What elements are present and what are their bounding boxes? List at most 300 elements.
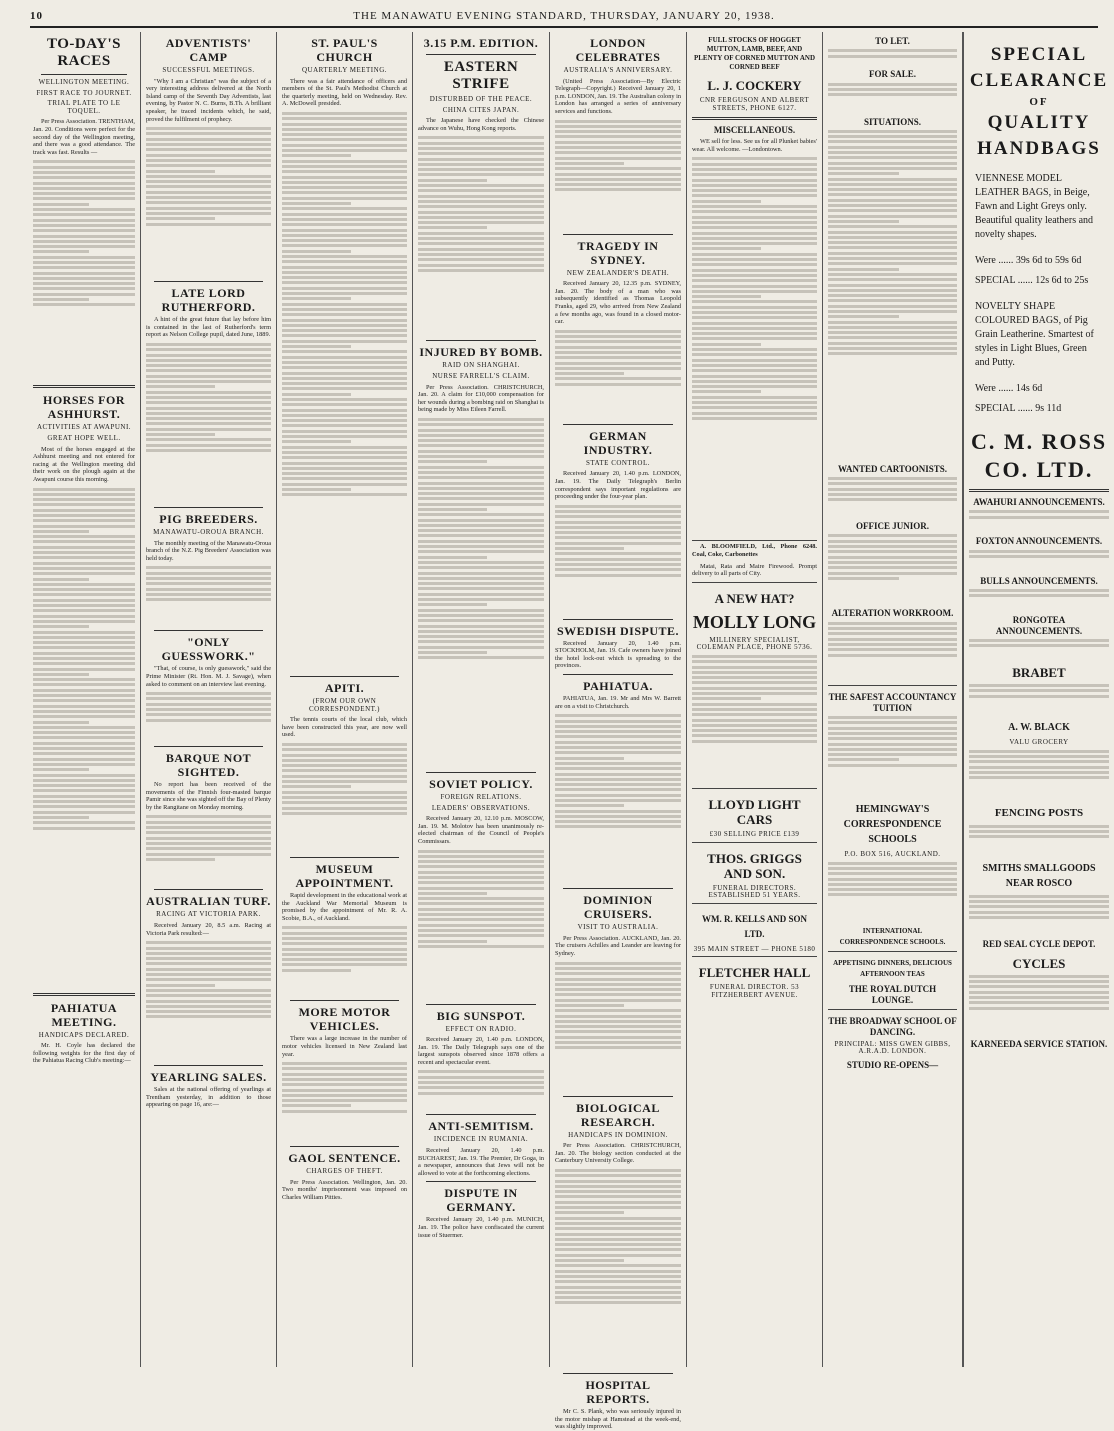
text-line [146, 359, 271, 362]
text-line [969, 760, 1109, 763]
text-line [969, 1001, 1109, 1004]
text-line [33, 572, 135, 575]
text-line [555, 1275, 681, 1278]
text-line [146, 952, 271, 955]
divider [563, 1373, 673, 1374]
text-line [418, 136, 544, 139]
text-line [33, 235, 135, 238]
paul-headline: ST. PAUL'S CHURCH [311, 36, 378, 64]
text-line [418, 232, 544, 235]
text-line [692, 290, 817, 293]
text-line [555, 135, 681, 138]
text-line [828, 162, 957, 165]
column-7 [823, 32, 963, 1367]
text-line [282, 281, 407, 284]
text-line [555, 1270, 681, 1273]
text-line [282, 387, 407, 390]
text-line [418, 887, 544, 890]
text-line [555, 552, 681, 555]
text-line [33, 789, 135, 792]
text-line [555, 1180, 681, 1183]
horses-body: Most of the horses engaged at the Ashhurst meeting and not entered for racing at the Wellington meeting did their work on the plough again at the Awapuni course this morning. [33, 445, 135, 483]
text-line [418, 158, 544, 161]
text-line [555, 1185, 681, 1188]
text-line [969, 695, 1109, 698]
text-line [282, 229, 407, 232]
text-line [33, 641, 135, 644]
eastern-body: The Japanese have checked the Chinese advance on Wuhu, Hong Kong reports. [418, 117, 544, 132]
text-line [828, 878, 957, 881]
text-line [33, 213, 135, 216]
ics-heading: INTERNATIONAL CORRESPONDENCE SCHOOLS. [839, 926, 946, 946]
text-line [692, 253, 817, 256]
text-line [555, 799, 681, 802]
price-value: 9s 11d [1035, 403, 1062, 414]
text-line [828, 299, 957, 302]
text-line [282, 324, 407, 327]
hemingway-sub: P.O. BOX 516, AUCKLAND. [844, 850, 941, 859]
brabet-text [969, 684, 1109, 714]
text-line [33, 652, 135, 655]
text-line [692, 200, 761, 203]
text-line [282, 356, 407, 359]
divider [563, 674, 673, 675]
text-line [555, 157, 681, 160]
text-line [555, 521, 681, 524]
text-line [418, 221, 544, 224]
text-line [418, 519, 544, 522]
text-line [33, 593, 135, 596]
text-line [555, 167, 681, 170]
divider [426, 1004, 536, 1005]
text-line [692, 697, 761, 700]
text-line [418, 264, 544, 267]
text-line [282, 932, 407, 935]
divider [426, 1181, 536, 1182]
pahiatua-headline: PAHIATUA. [583, 679, 653, 694]
fletcher-sub: FUNERAL DIRECTOR. 53 FITZHERBERT AVENUE. [709, 983, 800, 999]
text-line [555, 1201, 681, 1204]
text-line [33, 525, 135, 528]
dispute-headline: DISPUTE IN GERMANY. [444, 1186, 518, 1215]
text-line [282, 255, 407, 258]
fencing-heading: FENCING POSTS [994, 806, 1084, 819]
text-line [418, 656, 544, 659]
text-line [146, 697, 271, 700]
text-line [828, 347, 957, 350]
bio-headline: BIOLOGICAL RESEARCH. [576, 1100, 660, 1129]
text-line [828, 284, 957, 287]
text-line [146, 994, 271, 997]
text-line [969, 684, 1109, 687]
text-line [33, 646, 135, 649]
text-line [418, 492, 544, 495]
price-label: Were [975, 383, 996, 394]
text-line [692, 369, 817, 372]
cycles-heading: CYCLES [1012, 955, 1066, 971]
situations-text [828, 130, 957, 460]
text-line [692, 417, 817, 420]
text-line [555, 1291, 681, 1294]
text-line [969, 895, 1109, 898]
text-line [828, 352, 957, 355]
text-line [969, 750, 1109, 753]
text-line [146, 375, 271, 378]
text-line [418, 524, 544, 527]
text-line [282, 340, 407, 343]
text-line [418, 471, 544, 474]
guesswork-text [146, 692, 271, 742]
apiti-subhead: (FROM OUR OWN CORRESPONDENT.) [309, 696, 380, 713]
sunspot-headline: BIG SUNSPOT. [436, 1008, 526, 1023]
text-line [282, 361, 407, 364]
text-line [146, 847, 271, 850]
hospital-headline: HOSPITAL REPORTS. [585, 1378, 651, 1406]
text-line [146, 719, 271, 722]
text-line [692, 237, 817, 240]
text-line [555, 815, 681, 818]
text-line [33, 583, 135, 586]
column-1 [28, 32, 141, 1367]
text-line [418, 434, 544, 437]
text-line [418, 876, 544, 879]
divider [426, 340, 536, 341]
text-line [146, 385, 215, 388]
text-line [418, 211, 544, 214]
text-line [828, 209, 957, 212]
text-line [33, 588, 135, 591]
text-line [828, 477, 957, 480]
text-line [282, 133, 407, 136]
column-8 [963, 32, 1114, 1367]
text-line [33, 726, 135, 729]
text-line [555, 1222, 681, 1225]
london-text [555, 120, 681, 230]
cartoonists-heading: WANTED CARTOONISTS. [837, 463, 948, 474]
text-line [828, 627, 957, 630]
cockery-name: L. J. COCKERY [707, 78, 802, 93]
text-line [146, 858, 215, 861]
text-line [555, 1174, 681, 1177]
text-line [33, 599, 135, 602]
bomb-body: Per Press Association. CHRISTCHURCH, Jan. 20. A claim for £10,000 compensation for her wounds during a bombing raid on Shanghai is being made by Miss Eileen Farrell. [418, 383, 544, 414]
butcher-ad-heading: FULL STOCKS OF HOGGET MUTTON, LAMB, BEEF, AND PLENTY OF CORNED MUTTON AND CORNED BEEF [693, 36, 816, 71]
divider [290, 1000, 399, 1001]
column-3 [277, 32, 413, 1367]
text-line [828, 638, 957, 641]
text-line [146, 815, 271, 818]
text-line [33, 800, 135, 803]
text-line [692, 184, 817, 187]
text-line [282, 292, 407, 295]
text-line [555, 767, 681, 770]
text-line [146, 984, 215, 987]
text-line [282, 176, 407, 179]
divider [154, 507, 263, 508]
text-line [282, 186, 407, 189]
smallgoods-text [969, 895, 1109, 935]
text-line [969, 975, 1109, 978]
german-subhead: STATE CONTROL. [586, 458, 650, 467]
text-line [555, 558, 681, 561]
text-line [969, 550, 1109, 553]
text-line [33, 742, 135, 745]
text-line [692, 157, 817, 160]
text-line [828, 764, 957, 767]
millinery-ad [692, 582, 817, 652]
text-line [146, 842, 271, 845]
text-line [828, 204, 957, 207]
text-line [555, 978, 681, 981]
rongotea-text [969, 639, 1109, 659]
text-line [555, 367, 681, 370]
text-line [33, 710, 135, 713]
black-text [969, 750, 1109, 800]
text-line [282, 144, 407, 147]
text-line [555, 810, 681, 813]
text-line [828, 654, 957, 657]
text-line [692, 390, 761, 393]
divider [154, 281, 263, 282]
office-junior-text [828, 534, 957, 604]
bloomfield-line: A. BLOOMFIELD, Ltd., Phone 6248. Coal, Coke, Carbonettes [692, 543, 817, 558]
text-line [555, 1211, 624, 1214]
text-line [282, 207, 407, 210]
text-line [282, 419, 407, 422]
text-line [969, 639, 1109, 642]
text-line [282, 1078, 407, 1081]
text-line [828, 231, 957, 234]
accountancy-ad [828, 685, 957, 859]
text-line [692, 168, 817, 171]
text-line [418, 614, 544, 617]
text-line [146, 369, 271, 372]
races-headline: TO-DAY'S RACES [46, 36, 122, 69]
text-line [555, 130, 681, 133]
text-line [418, 1081, 544, 1084]
divider [563, 888, 673, 889]
text-line [282, 1089, 407, 1092]
text-line [555, 1009, 681, 1012]
text-line [828, 294, 957, 297]
text-line [555, 120, 681, 123]
text-line [33, 514, 135, 517]
text-line [282, 456, 407, 459]
divider [290, 857, 399, 858]
classified-text [692, 655, 817, 785]
text-line [555, 162, 624, 165]
text-line [282, 382, 407, 385]
text-line [33, 678, 135, 681]
text-line [418, 897, 544, 900]
text-line [146, 433, 215, 436]
awahuri-text [969, 510, 1109, 532]
text-line [555, 542, 681, 545]
text-line [969, 555, 1109, 558]
special-heading-4: QUALITY [987, 112, 1091, 133]
office-junior-heading: OFFICE JUNIOR. [855, 521, 929, 532]
text-line [828, 83, 957, 86]
barque-text [146, 815, 271, 885]
text-line [555, 340, 681, 343]
text-line [282, 218, 407, 221]
text-line [418, 163, 544, 166]
pig-headline: PIG BREEDERS. [159, 511, 258, 526]
text-line [33, 768, 89, 771]
text-line [555, 962, 681, 965]
text-line [146, 444, 271, 447]
text-line [146, 417, 271, 420]
text-line [282, 424, 407, 427]
text-line [555, 983, 681, 986]
text-line [969, 594, 1109, 597]
text-line [692, 734, 817, 737]
text-line [969, 900, 1109, 903]
text-line [969, 980, 1109, 983]
adventists-body: "Why I am a Christian" was the subject of a very interesting address delivered at the North Island camp of the Seventh Day Adventists, last evening, by Pastor N. C. Burns, B.Th. A brilliant speaker, he traced incidents which, he said, proved the fulfilment of prophecy. [146, 77, 271, 123]
lloyd-cars-price: £30 SELLING PRICE £139 [709, 829, 800, 838]
text-line [282, 472, 407, 475]
text-line [282, 297, 351, 300]
text-line [418, 142, 544, 145]
text-line [418, 418, 544, 421]
text-line [146, 207, 271, 210]
text-line [33, 556, 135, 559]
text-line [33, 197, 135, 200]
text-line [692, 311, 817, 314]
text-line [33, 182, 135, 185]
text-line [282, 969, 351, 972]
molly-long-address: MILLINERY SPECIALIST, COLEMAN PLACE, PHONE 5736. [696, 635, 813, 652]
text-line [828, 55, 957, 58]
text-line [692, 396, 817, 399]
text-line [969, 905, 1109, 908]
horses-body-text [33, 488, 135, 988]
paul-subhead: QUARTERLY MEETING. [302, 66, 387, 74]
text-line [282, 112, 407, 115]
text-line [555, 1227, 681, 1230]
text-line [33, 287, 135, 290]
sunspot-subhead: EFFECT ON RADIO. [445, 1024, 517, 1033]
divider [692, 117, 817, 120]
eastern-headline: EASTERN STRIFE [443, 59, 519, 92]
text-line [828, 336, 957, 339]
text-line [33, 758, 135, 761]
novelty-description: NOVELTY SHAPE COLOURED BAGS, of Pig Grain Leatherine. Smartest of styles in Light Blues, Green and Putty. [975, 301, 1094, 368]
text-line [828, 545, 957, 548]
text-line [828, 49, 957, 52]
text-line [146, 422, 271, 425]
text-line [828, 727, 957, 730]
text-line [146, 713, 271, 716]
cruisers-body: Per Press Association. AUCKLAND, Jan. 20. The cruisers Achilles and Leander are leaving for Sydney. [555, 934, 681, 958]
dinners-heading: APPETISING DINNERS, DELICIOUS AFTERNOON TEAS [833, 958, 952, 978]
accountancy-heading: THE SAFEST ACCOUNTANCY TUITION [828, 691, 957, 713]
text-line [282, 743, 407, 746]
text-line [555, 1233, 681, 1236]
lloyd-cars-heading: LLOYD LIGHT CARS [708, 796, 801, 827]
text-line [146, 191, 271, 194]
text-line [692, 406, 817, 409]
text-line [418, 913, 544, 916]
text-line [282, 1110, 407, 1113]
museum-text [282, 926, 407, 996]
text-line [555, 1015, 681, 1018]
swedish-headline: SWEDISH DISPUTE. [556, 623, 680, 638]
griggs-sub: FUNERAL DIRECTORS. ESTABLISHED 51 YEARS. [708, 883, 801, 900]
text-line [692, 681, 817, 684]
text-line [33, 705, 135, 708]
text-line [33, 736, 135, 739]
text-line [146, 428, 271, 431]
text-line [418, 205, 544, 208]
text-line [282, 260, 407, 263]
text-line [969, 589, 1109, 592]
text-line [282, 393, 351, 396]
text-line [282, 345, 351, 348]
text-line [828, 225, 957, 228]
text-line [418, 1076, 544, 1079]
text-line [33, 811, 135, 814]
text-line [418, 572, 544, 575]
text-line [828, 498, 957, 501]
text-line [146, 407, 271, 410]
text-line [555, 1217, 681, 1220]
text-line [828, 643, 957, 646]
text-line [555, 346, 681, 349]
text-line [828, 268, 899, 271]
gaol-body: Per Press Association. Wellington, Jan. 20. Two months' imprisonment was imposed on Charles William Pitties. [282, 1178, 407, 1201]
rongotea-heading: RONGOTEA ANNOUNCEMENTS. [995, 614, 1083, 636]
text-line [828, 622, 957, 625]
text-line [969, 776, 1109, 779]
text-line [282, 414, 407, 417]
text-line [418, 487, 544, 490]
column-4 [413, 32, 550, 1367]
text-line [555, 762, 681, 765]
text-line [282, 1062, 407, 1065]
text-line [418, 929, 544, 932]
pahiatua-body: Mr. H. Coyle has declared the following weights for the first day of the Pahiatua Racing Club's meeting:— [33, 1042, 135, 1065]
text-line [33, 567, 135, 570]
broadway-principal: PRINCIPAL: MISS GWEN GIBBS, A.R.A.D. LONDON. [834, 1039, 951, 1056]
text-line [692, 671, 817, 674]
text-line [418, 918, 544, 921]
guesswork-headline: "ONLY GUESSWORK." [161, 635, 256, 664]
text-line [282, 1073, 407, 1076]
text-line [146, 853, 271, 856]
text-line [282, 937, 407, 940]
text-line [692, 692, 817, 695]
text-line [555, 1254, 681, 1257]
text-line [282, 446, 407, 449]
adventists-subhead: SUCCESSFUL MEETINGS. [162, 66, 255, 74]
viennese-description: VIENNESE MODEL LEATHER BAGS, in Beige, Fawn and Light Greys only. Beautiful quality leathers and novelty shapes. [975, 173, 1094, 240]
text-line [282, 477, 407, 480]
text-line [33, 731, 135, 734]
text-line [828, 167, 957, 170]
text-line [146, 148, 271, 151]
text-line [33, 668, 135, 671]
german-headline: GERMAN INDUSTRY. [583, 428, 653, 457]
text-line [418, 908, 544, 911]
text-line [146, 577, 271, 580]
soviet-subhead: LEADERS' OBSERVATIONS. [431, 803, 531, 812]
horses-subhead: ACTIVITIES AT AWAPUNI. [36, 423, 132, 432]
cartoonists-text [828, 477, 957, 517]
text-line [828, 566, 957, 569]
turf-headline: AUSTRALIAN TURF. [146, 894, 271, 909]
